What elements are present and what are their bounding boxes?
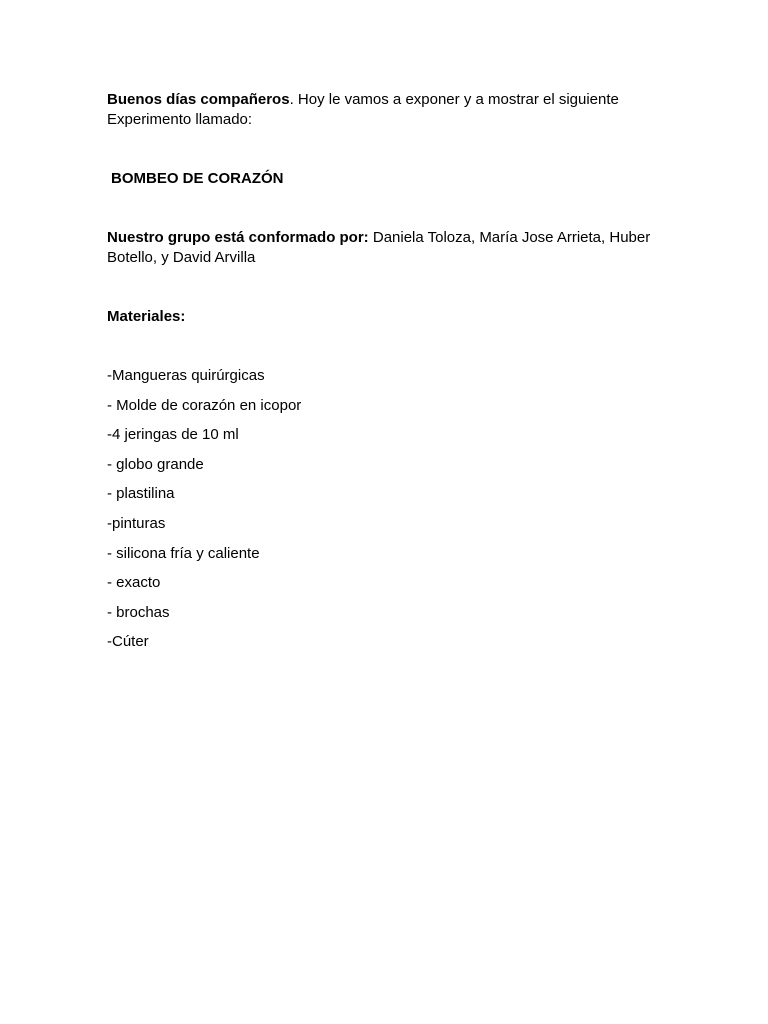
list-item: -pinturas: [107, 514, 166, 532]
list-item: - exacto: [107, 574, 161, 592]
group-paragraph: [107, 228, 687, 268]
greeting-text: Buenos días compañeros: [107, 91, 290, 108]
list-item: - Molde de corazón en icopor: [107, 396, 302, 414]
materials-heading: Materiales:: [107, 308, 186, 325]
group-members: Daniela Toloza, María Jose Arrieta, Huber Botello, y David Arvilla: [107, 229, 651, 266]
list-item: - silicona fría y caliente: [107, 544, 260, 562]
group-label: Nuestro grupo está conformado por:: [107, 229, 369, 246]
list-item: -Mangueras quirúrgicas: [107, 367, 265, 384]
list-item: -4 jeringas de 10 ml: [107, 426, 239, 444]
document-page: [107, 90, 687, 662]
experiment-title: BOMBEO DE CORAZÓN: [111, 170, 284, 187]
intro-paragraph: [107, 90, 687, 130]
materials-list: [107, 366, 687, 652]
list-item: - plastilina: [107, 485, 175, 503]
list-item: -Cúter: [107, 633, 149, 651]
intro-text: . Hoy le vamos a exponer y a mostrar el siguiente Experimento llamado:: [107, 91, 619, 128]
list-item: - globo grande: [107, 455, 204, 473]
list-item: - brochas: [107, 603, 170, 621]
